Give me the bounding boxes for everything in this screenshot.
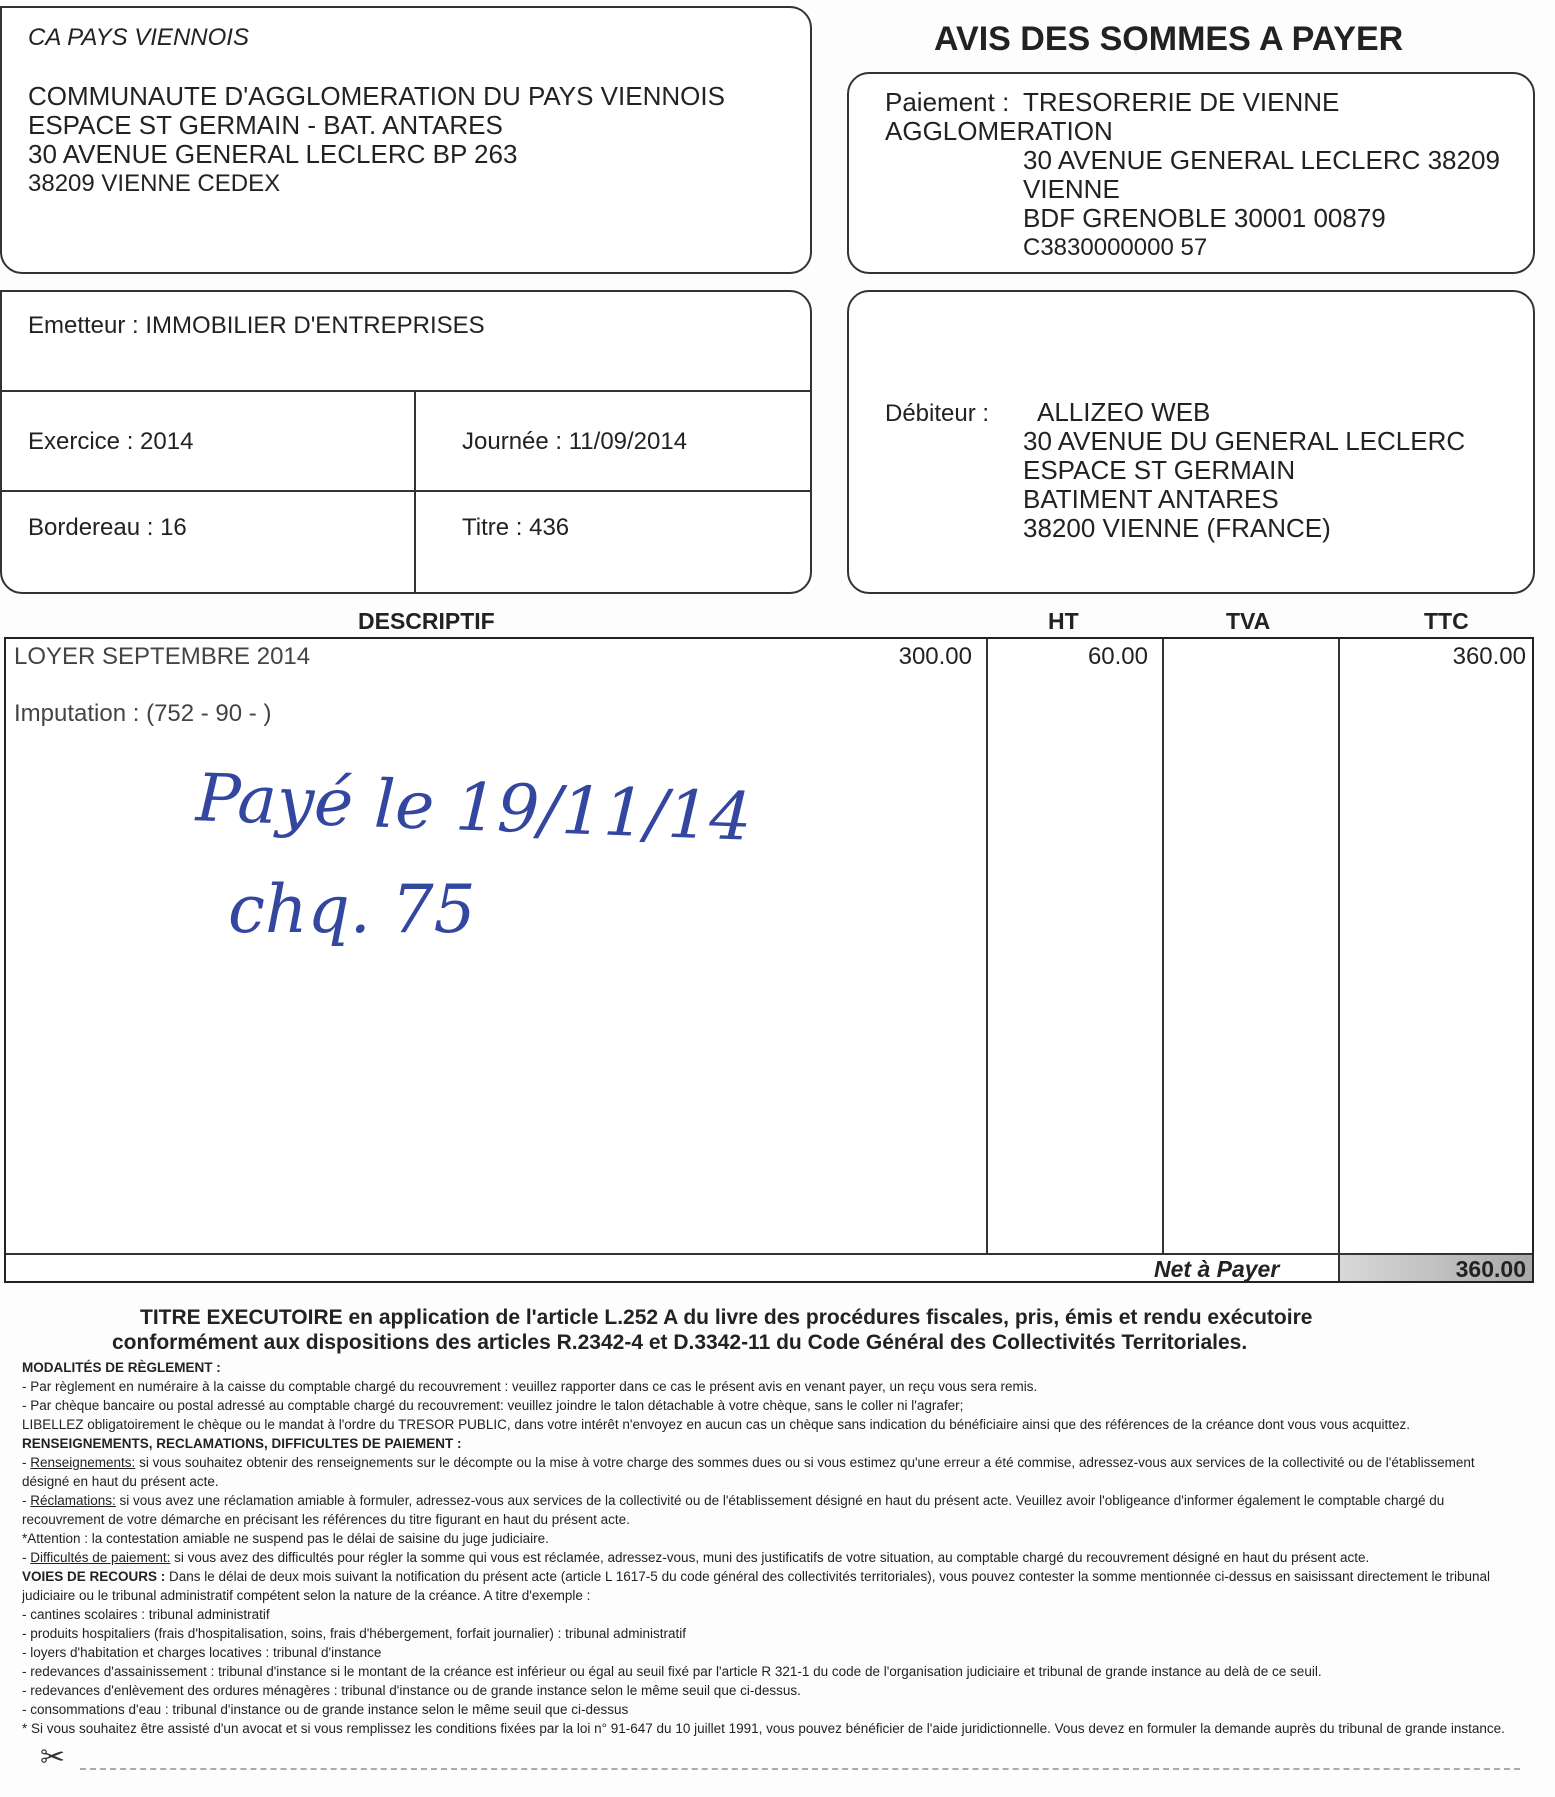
- fine-line: *Attention : la contestation amiable ne suspend pas le délai de saisine du juge judiciaire.: [22, 1531, 549, 1546]
- column-divider: [986, 639, 988, 1253]
- debiteur-line: 30 AVENUE DU GENERAL LECLERC: [1023, 426, 1466, 456]
- renseignements-heading: RENSEIGNEMENTS, RECLAMATIONS, DIFFICULTES DE PAIEMENT :: [22, 1436, 462, 1451]
- payment-line: VIENNE: [1023, 174, 1120, 204]
- divider: [2, 490, 812, 492]
- scissors-icon: ✂: [40, 1741, 66, 1774]
- difficultes-text: si vous avez des difficultés pour régler la somme qui vous est réclamée, adressez-vous, muni des justificatifs de votre situation, au comptable chargé du recouvrement désigné en haut du présent acte.: [170, 1550, 1370, 1565]
- emetteur-box: [0, 290, 812, 594]
- invoice-table: [4, 637, 1534, 1283]
- issuer-box: [0, 6, 812, 274]
- payment-line: TRESORERIE DE VIENNE: [1023, 87, 1340, 117]
- modalites-heading: MODALITÉS DE RÈGLEMENT :: [22, 1360, 221, 1375]
- payment-line: 30 AVENUE GENERAL LECLERC 38209: [1023, 145, 1500, 175]
- issuer-short-name: CA PAYS VIENNOIS: [28, 24, 249, 51]
- debiteur-line: ESPACE ST GERMAIN: [1023, 455, 1296, 485]
- payment-line: BDF GRENOBLE 30001 00879: [1023, 203, 1386, 233]
- column-divider: [1162, 639, 1164, 1253]
- fine-line: - Difficultés de paiement: si vous avez des difficultés pour régler la somme qui vous est réclamée, adressez-vous, muni des justificatifs de votre situation, au comptable chargé du recouvrement désigné en haut du présent acte.: [22, 1550, 1370, 1565]
- fine-line: - redevances d'assainissement : tribunal d'instance si le montant de la créance est inférieur ou égal au seuil fixé par l'article R 321-1 du code de l'organisation judiciaire et tribunal de grande instance au delà de ce seuil.: [22, 1664, 1322, 1679]
- legal-title-line: TITRE EXECUTOIRE en application de l'article L.252 A du livre des procédures fiscales, pris, émis et rendu exécutoire: [140, 1306, 1313, 1329]
- reclamations-text: si vous avez une réclamation amiable à formuler, adressez-vous aux services de la collectivité ou de l'établissement désigné en haut du présent acte. Veuillez avoir l'obligeance d'informer également le comptable chargé du: [115, 1493, 1445, 1508]
- reclamations-label: Réclamations:: [30, 1493, 116, 1508]
- issuer-address-line: ESPACE ST GERMAIN - BAT. ANTARES: [28, 110, 503, 140]
- issuer-address-line: 38209 VIENNE CEDEX: [28, 170, 281, 197]
- exercice: Exercice : 2014: [28, 428, 194, 455]
- fine-line: recouvrement de votre démarche en précisant les références du titre figurant en haut du présent acte.: [22, 1512, 630, 1527]
- fine-line: - Réclamations: si vous avez une réclamation amiable à formuler, adressez-vous aux services de la collectivité ou de l'établissement désigné en haut du présent acte. Veuillez avoir l'obligeance d'informer également le comptable chargé du: [22, 1493, 1445, 1508]
- fine-line: [22, 1567, 1527, 1586]
- cut-line: [80, 1768, 1520, 1770]
- debiteur-line: 38200 VIENNE (FRANCE): [1023, 513, 1331, 543]
- divider: [2, 390, 812, 392]
- header-descriptif: DESCRIPTIF: [358, 608, 495, 634]
- journee: Journée : 11/09/2014: [462, 428, 688, 455]
- document-title: AVIS DES SOMMES A PAYER: [934, 20, 1404, 58]
- issuer-address-line: 30 AVENUE GENERAL LECLERC BP 263: [28, 139, 518, 169]
- debiteur-line: BATIMENT ANTARES: [1023, 484, 1279, 514]
- legal-title-line: conformément aux dispositions des articles R.2342-4 et D.3342-11 du Code Général des Collectivités Territoriales.: [112, 1331, 1248, 1354]
- header-ht: HT: [1048, 608, 1079, 634]
- handwritten-cheque-note: chq. 75: [228, 871, 476, 948]
- voies-heading: VOIES DE RECOURS :: [22, 1569, 166, 1584]
- debiteur-box: [847, 290, 1535, 594]
- debiteur-label: Débiteur :: [885, 400, 990, 427]
- fine-print: [22, 1358, 1527, 1738]
- fine-line: - consommations d'eau : tribunal d'instance ou de grande instance selon le même seuil que ci-dessus: [22, 1702, 629, 1717]
- net-label: Net à Payer: [1154, 1256, 1280, 1282]
- voies-text: Dans le délai de deux mois suivant la notification du présent acte (article L 1617-5 du code général des collectivités territoriales), vous pouvez contester la somme mentionnée ci-dessus en saisissant directement le tribunal: [165, 1569, 1490, 1584]
- renseignements-text: si vous souhaitez obtenir des renseignements sur le décompte ou la mise à votre charge des sommes dues ou si vous estimez qu'une erreur a été commise, adressez-vous aux services de la collectivité ou de l'établissement: [135, 1455, 1475, 1470]
- fine-line: * Si vous souhaitez être assisté d'un avocat et si vous remplissez les conditions fixées par la loi n° 91-647 du 10 juillet 1991, vous pouvez bénéficier de l'aide juridictionnelle. Vous devez en formuler la demande auprès du tribunal de grande instance.: [22, 1721, 1505, 1736]
- payment-line: C3830000000 57: [1023, 234, 1208, 261]
- fine-line: - produits hospitaliers (frais d'hospitalisation, soins, frais d'hébergement, forfait journalier) : tribunal administratif: [22, 1626, 686, 1641]
- fine-line: judiciaire ou le tribunal administratif compétent selon la nature de la créance. A titre d'exemple :: [22, 1588, 591, 1603]
- divider: [414, 390, 416, 594]
- line-imputation: Imputation : (752 - 90 - ): [14, 700, 272, 727]
- line-ttc: 360.00: [1452, 643, 1526, 670]
- difficultes-label: Difficultés de paiement:: [30, 1550, 171, 1565]
- header-ttc: TTC: [1424, 608, 1469, 634]
- fine-line: - Par chèque bancaire ou postal adressé au comptable chargé du recouvrement: veuillez joindre le talon détachable à votre chèque, sans le coller ni l'agrafer;: [22, 1398, 964, 1413]
- titre: Titre : 436: [462, 514, 570, 541]
- fine-line: - Renseignements: si vous souhaitez obtenir des renseignements sur le décompte ou la mise à votre charge des sommes dues ou si vous estimez qu'une erreur a été commise, adressez-vous aux services de la collectivité ou de l'établissement: [22, 1455, 1475, 1470]
- line-tva: 60.00: [1087, 643, 1148, 670]
- column-divider: [1338, 639, 1340, 1281]
- fine-line: LIBELLEZ obligatoirement le chèque ou le mandat à l'ordre du TRESOR PUBLIC, dans votre intérêt n'envoyez en aucun cas un chèque sans indication du bénéficiaire ainsi que des références de la créance dont vous vous acquittez.: [22, 1417, 1410, 1432]
- fine-line: - redevances d'enlèvement des ordures ménagères : tribunal d'instance ou de grande instance selon le même seuil que ci-dessus.: [22, 1683, 801, 1698]
- payment-line: AGGLOMERATION: [885, 116, 1113, 146]
- payment-label: Paiement :: [885, 87, 1010, 117]
- issuer-address-line: COMMUNAUTE D'AGGLOMERATION DU PAYS VIENNOIS: [28, 81, 725, 111]
- bordereau: Bordereau : 16: [28, 514, 187, 541]
- fine-line: - cantines scolaires : tribunal administratif: [22, 1607, 270, 1622]
- handwritten-paid-note: Payé le 19/11/14: [194, 759, 753, 856]
- fine-line: désigné en haut du présent acte.: [22, 1474, 219, 1489]
- net-amount: 360.00: [1455, 1256, 1526, 1282]
- debiteur-line: ALLIZEO WEB: [1037, 397, 1211, 427]
- net-divider: [6, 1253, 1532, 1255]
- header-tva: TVA: [1226, 608, 1271, 634]
- line-ht: 300.00: [898, 643, 972, 670]
- line-description: LOYER SEPTEMBRE 2014: [14, 643, 311, 670]
- emetteur: Emetteur : IMMOBILIER D'ENTREPRISES: [28, 312, 485, 339]
- payment-box: [847, 72, 1535, 274]
- fine-line: - Par règlement en numéraire à la caisse du comptable chargé du recouvrement : veuillez rapporter dans ce cas le présent avis en venant payer, un reçu vous sera remis.: [22, 1379, 1038, 1394]
- fine-line: - loyers d'habitation et charges locatives : tribunal d'instance: [22, 1645, 382, 1660]
- renseignements-label: Renseignements:: [30, 1455, 136, 1470]
